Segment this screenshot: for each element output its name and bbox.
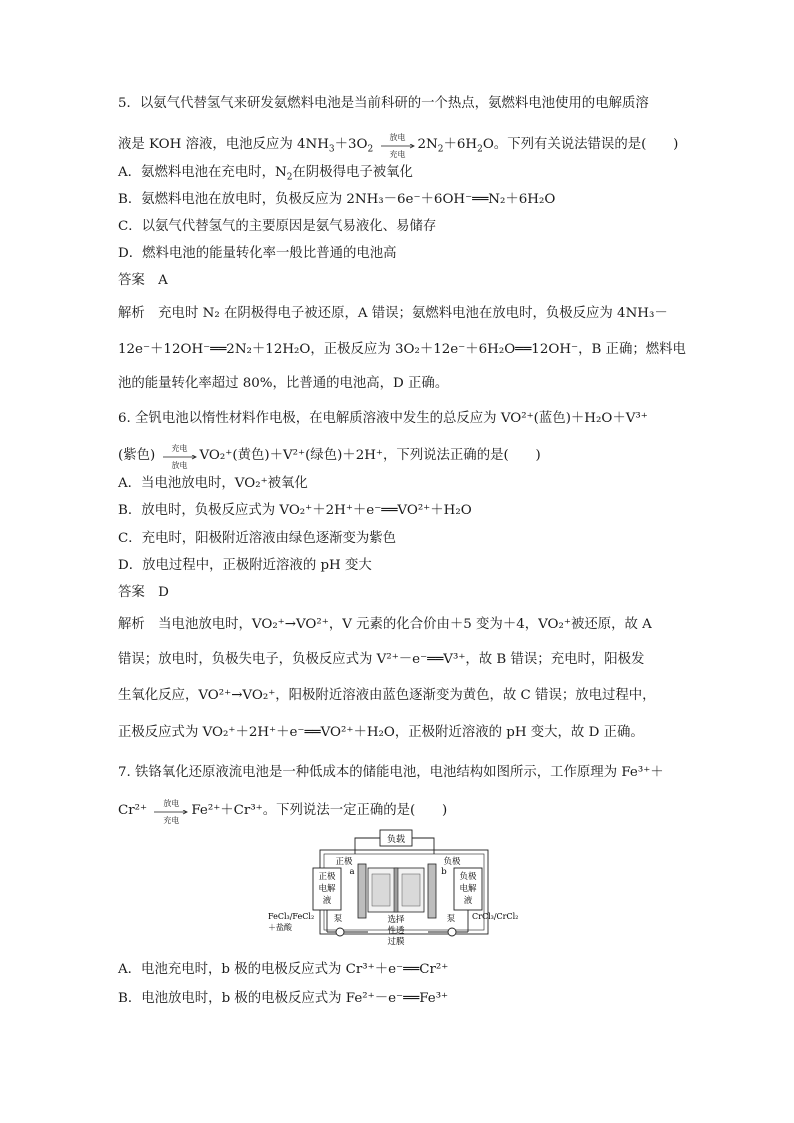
q6-analysis-line2: 错误；放电时，负极失电子，负极反应式为 V²⁺－e⁻══V³⁺，故 B 错误；充电时，阳极发 [118,652,645,667]
q6-option-c: C．充电时，阳极附近溶液由绿色逐渐变为紫色 [118,531,397,546]
q6-option-a: A．当电池放电时，VO₂⁺被氧化 [118,476,308,491]
q6-analysis-line1: 解析 当电池放电时，VO₂⁺→VO²⁺，V 元素的化合价由＋5 变为＋4，VO₂⁺被还原，故 A [118,617,652,632]
svg-text:选择: 选择 [387,915,405,925]
q7-reaction-arrow: 放电 充电 [154,804,188,818]
svg-text:负极: 负极 [459,872,477,882]
svg-text:液: 液 [322,896,332,906]
electrode-b [428,864,436,918]
q6-stem-line1: 6. 全钒电池以惰性材料作电极，在电解质溶液中发生的总反应为 VO²⁺(蓝色)＋H₂O＋V³⁺ [118,411,648,426]
svg-text:性透: 性透 [387,926,405,936]
right-pump-label: 泵 [446,914,456,924]
q6-analysis-line4: 正极反应式为 VO₂⁺＋2H⁺＋e⁻══VO²⁺＋H₂O，正极附近溶液的 pH 变大，故 D 正确。 [118,725,644,740]
svg-text:过膜: 过膜 [387,937,405,947]
q5-answer: 答案 A [118,273,168,288]
q7-stem-line2: Cr²⁺ 放电 充电 Fe²⁺＋Cr³⁺。下列说法一定正确的是( ) [118,798,448,825]
load-label: 负载 [386,835,406,845]
q5-option-a: A．氨燃料电池在充电时，$N_2$在阴极得电子被氧化 [118,165,413,183]
right-pump-icon [448,928,456,936]
left-solution-label: FeCl₃/FeCl₂ [268,912,315,921]
q5-analysis-line2: 12e⁻＋12OH⁻══2N₂＋12H₂O，正极反应为 3O₂＋12e⁻＋6H₂O══12OH⁻，B 正确；燃料电 [118,342,686,357]
left-solution-acid-label: ＋盐酸 [268,923,292,932]
q7-option-a: A．电池充电时，b 极的电极反应式为 Cr³⁺＋e⁻══Cr²⁺ [118,962,449,977]
q5-option-d: D．燃料电池的能量转化率一般比普通的电池高 [118,246,397,261]
q6-answer: 答案 D [118,585,169,600]
q5-stem-line2: 液是 KOH 溶液，电池反应为 $4NH_3+3O_2$ 放电 充电 $2N_2+6H_2O$。下列有关说法错误的是( ) [118,132,679,159]
q5-analysis-line3: 池的能量转化率超过 80%，比普通的电池高，D 正确。 [118,376,449,391]
left-pump-label: 泵 [333,914,343,924]
q7-stem-line1: 7. 铁铬氧化还原液流电池是一种低成本的储能电池，电池结构如图所示，工作原理为 Fe³⁺＋ [118,765,664,780]
svg-text:正极: 正极 [318,872,336,882]
q7-option-b: B．电池放电时，b 极的电极反应式为 Fe²⁺－e⁻══Fe³⁺ [118,991,449,1006]
q6-reaction-arrow: 充电 放电 [163,449,197,463]
selective-membrane [394,868,398,912]
svg-text:电解: 电解 [318,884,336,894]
q6-analysis-line3: 生氧化反应，VO²⁺→VO₂⁺，阳极附近溶液由蓝色逐渐变为黄色，故 C 错误；放电过程中， [118,688,656,703]
q5-reaction-arrow: 放电 充电 [381,138,415,152]
left-pump-icon [336,928,344,936]
q5-analysis-line1: 解析 充电时 N₂ 在阴极得电子被还原，A 错误；氨燃料电池在放电时，负极反应为 4NH₃－ [118,306,668,321]
svg-text:电解: 电解 [459,884,477,894]
q5-option-c: C．以氨气代替氢气的主要原因是氨气易液化、易储存 [118,219,437,234]
positive-electrode-label: 正极 [335,857,353,867]
q5-option-b: B．氨燃料电池在放电时，负极反应为 2NH₃－6e⁻＋6OH⁻══N₂＋6H₂O [118,192,556,207]
q6-option-d: D．放电过程中，正极附近溶液的 pH 变大 [118,558,372,573]
q6-stem-line2: (紫色) 充电 放电 VO₂⁺(黄色)＋V²⁺(绿色)＋2H⁺，下列说法正确的是( ) [118,443,541,470]
q5-stem-line1: 5．以氨气代替氢气来研发氨燃料电池是当前科研的一个热点，氨燃料电池使用的电解质溶 [118,96,649,111]
electrode-b-label: b [441,867,447,877]
svg-text:液: 液 [463,896,473,906]
right-solution-label: CrCl₃/CrCl₂ [472,912,519,921]
flow-battery-diagram [268,828,538,950]
electrode-a-label: a [349,867,355,877]
electrode-a [358,864,366,918]
q6-option-b: B．放电时，负极反应式为 VO₂⁺＋2H⁺＋e⁻══VO²⁺＋H₂O [118,503,472,518]
negative-electrode-label: 负极 [443,857,461,867]
